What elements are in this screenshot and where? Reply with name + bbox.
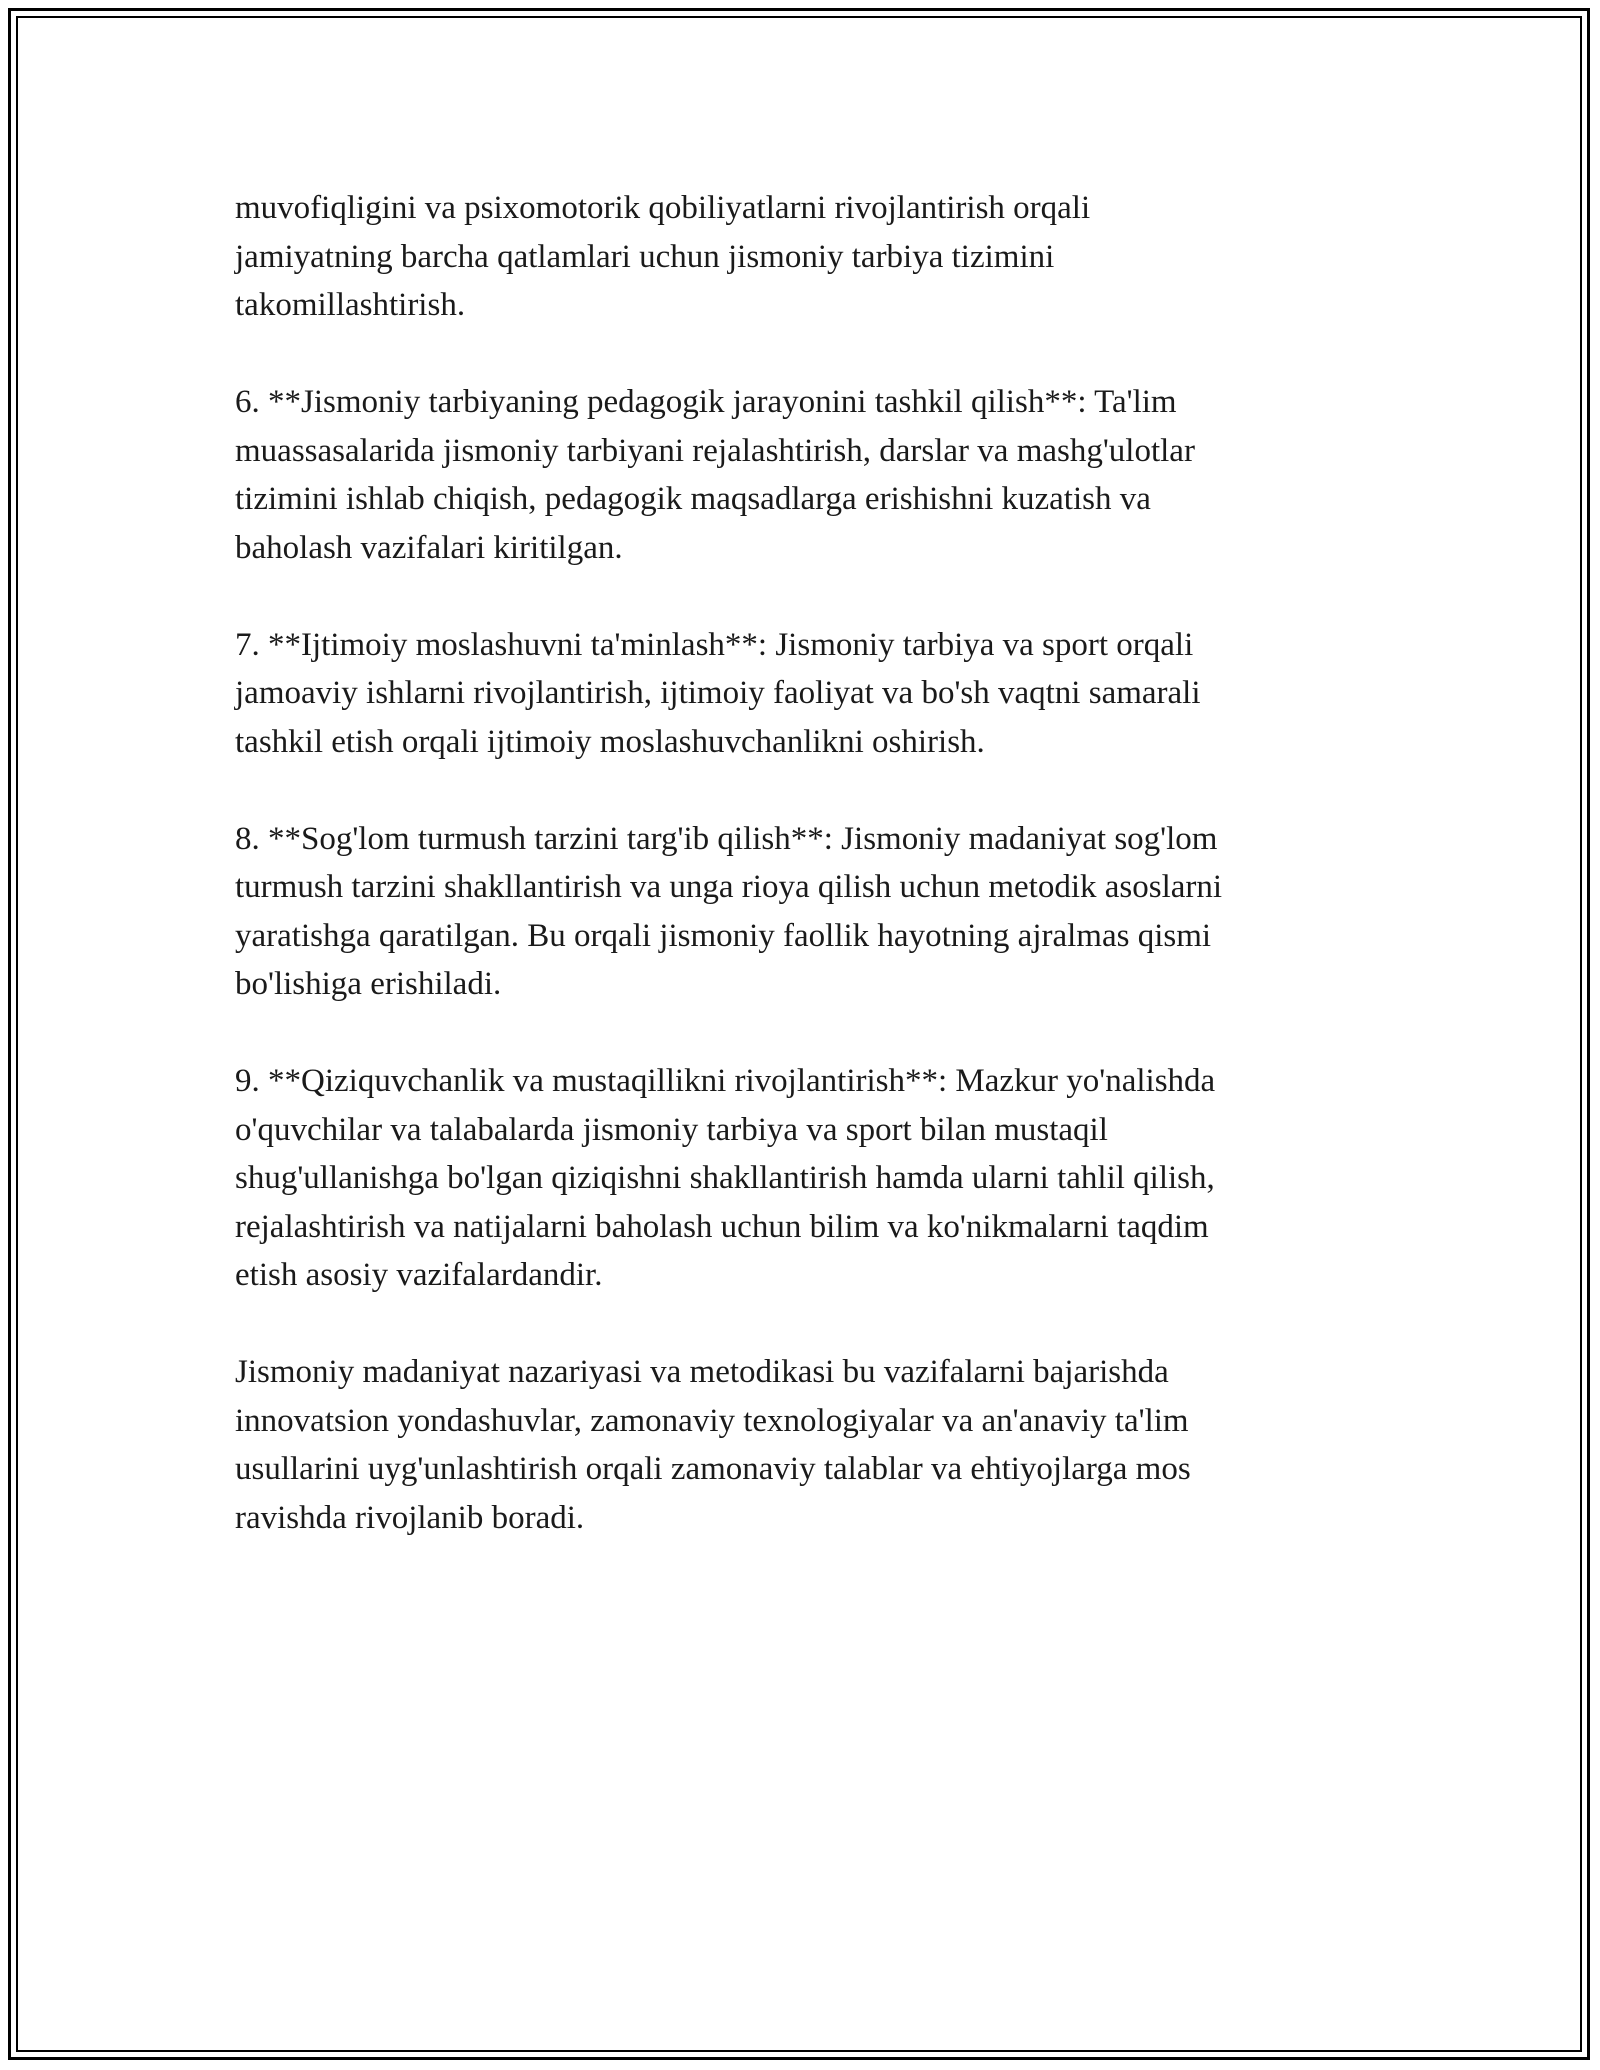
text-line: bo'lishiga erishiladi. bbox=[235, 966, 502, 1002]
text-line: baholash vazifalari kiritilgan. bbox=[235, 529, 623, 566]
paragraph-item-6 bbox=[235, 378, 1365, 572]
text-line: muvofiqligini va psixomotorik qobiliyatlarni rivojlantirish orqali bbox=[235, 190, 1091, 226]
text-line: 7. **Ijtimoiy moslashuvni ta'minlash**: Jismoniy tarbiya va sport orqali bbox=[235, 626, 1194, 663]
text-line: 6. **Jismoniy tarbiyaning pedagogik jarayonini tashkil qilish**: Ta'lim bbox=[235, 384, 1177, 420]
paragraph-conclusion bbox=[235, 1348, 1365, 1542]
text-line: rejalashtirish va natijalarni baholash uchun bilim va ko'nikmalarni taqdim bbox=[235, 1208, 1209, 1245]
text-line: shug'ullanishga bo'lgan qiziqishni shakllantirish hamda ularni tahlil qilish, bbox=[235, 1160, 1215, 1196]
paragraph-item-7 bbox=[235, 621, 1365, 767]
text-line: usullarini uyg'unlashtirish orqali zamonaviy talablar va ehtiyojlarga mos bbox=[235, 1451, 1191, 1487]
document-body bbox=[235, 184, 1365, 1542]
text-line: 9. **Qiziquvchanlik va mustaqillikni rivojlantirish**: Mazkur yo'nalishda bbox=[235, 1063, 1216, 1099]
paragraph-item-9 bbox=[235, 1057, 1365, 1300]
text-line: tashkil etish orqali ijtimoiy moslashuvchanlikni oshirish. bbox=[235, 723, 985, 760]
text-line: muassasalarida jismoniy tarbiyani rejalashtirish, darslar va mashg'ulotlar bbox=[235, 432, 1195, 469]
text-line: o'quvchilar va talabalarda jismoniy tarbiya va sport bilan mustaqil bbox=[235, 1111, 1108, 1148]
text-line: 8. **Sog'lom turmush tarzini targ'ib qilish**: Jismoniy madaniyat sog'lom bbox=[235, 820, 1218, 857]
text-line: jamiyatning barcha qatlamlari uchun jismoniy tarbiya tizimini bbox=[235, 238, 1055, 275]
paragraph-item-8 bbox=[235, 815, 1365, 1009]
text-line: tizimini ishlab chiqish, pedagogik maqsadlarga erishishni kuzatish va bbox=[235, 481, 1151, 517]
text-line: yaratishga qaratilgan. Bu orqali jismoniy faollik hayotning ajralmas qismi bbox=[235, 917, 1212, 954]
text-line: turmush tarzini shakllantirish va unga rioya qilish uchun metodik asoslarni bbox=[235, 869, 1223, 905]
text-line: jamoaviy ishlarni rivojlantirish, ijtimoiy faoliyat va bo'sh vaqtni samarali bbox=[235, 675, 1201, 711]
text-line: Jismoniy madaniyat nazariyasi va metodikasi bu vazifalarni bajarishda bbox=[235, 1354, 1169, 1390]
text-line: ravishda rivojlanib boradi. bbox=[235, 1499, 585, 1536]
text-line: etish asosiy vazifalardandir. bbox=[235, 1257, 603, 1293]
paragraph-continuation bbox=[235, 184, 1365, 330]
text-line: takomillashtirish. bbox=[235, 287, 466, 323]
text-line: innovatsion yondashuvlar, zamonaviy texnologiyalar va an'anaviy ta'lim bbox=[235, 1402, 1189, 1439]
